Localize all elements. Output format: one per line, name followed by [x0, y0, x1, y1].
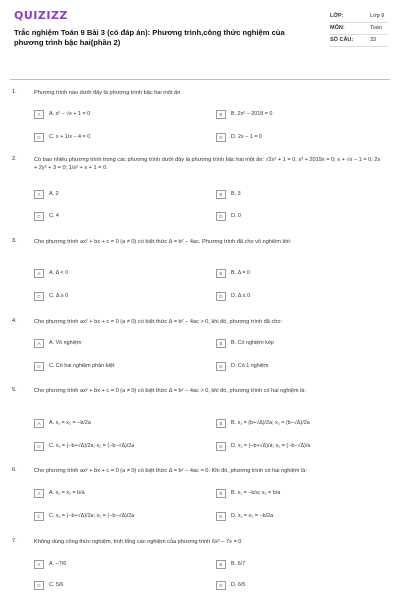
option-letter-box: D [216, 133, 226, 142]
option-text: B. x₁ = (b+√Δ)/2a; x₂ = (b−√Δ)/2a [231, 420, 310, 426]
option-text: C. 4 [49, 213, 59, 219]
option-d[interactable] [216, 132, 386, 142]
option-c[interactable] [34, 291, 204, 301]
question-number: 6. [12, 467, 17, 473]
option-letter-box: A [34, 419, 44, 428]
option-text: A. x₁ = x₂ = b/a [49, 490, 85, 496]
meta-class [330, 11, 388, 23]
option-c[interactable] [34, 441, 204, 451]
option-text: B. 3 [231, 191, 241, 197]
option-text: C. Δ ≥ 0 [49, 293, 69, 299]
worksheet-title: Trắc nghiệm Toán 9 Bài 3 (có đáp án): Phương trình,công thức nghiệm của phương trình bậc hai(phần 2) [14, 28, 285, 47]
question-stem: Cho phương trình ax² + bx + c = 0 (a ≠ 0) có biệt thức Δ = b² − 4ac > 0, khi đó, phương trình có hai nghiệm là: [34, 388, 306, 394]
option-text: B. 2x² − 2018 = 0 [231, 111, 273, 117]
option-text: D. x₁ = (−b+√Δ)/a; x₂ = (−b−√Δ)/a [231, 443, 311, 449]
option-a[interactable] [34, 559, 204, 569]
option-text: C. Có hai nghiệm phân biệt [49, 363, 115, 369]
option-a[interactable] [34, 418, 204, 428]
question-number: 4. [12, 318, 17, 324]
meta-class-value: Lớp 9 [370, 13, 385, 19]
option-letter-box: A [34, 269, 44, 278]
option-b[interactable] [216, 189, 386, 199]
option-text: A. 2 [49, 191, 59, 197]
option-text: C. x + 1/x − 4 = 0 [49, 134, 91, 140]
option-text: D. 6/5 [231, 582, 246, 588]
option-a[interactable] [34, 338, 204, 348]
question-stem: Phương trình nào dưới đây là phương trình bậc hai một ẩn [34, 90, 181, 96]
question-number: 5. [12, 387, 17, 393]
option-text: D. 0 [231, 213, 241, 219]
meta-count [330, 35, 388, 47]
option-c[interactable] [34, 211, 204, 221]
question-stem: Cho phương trình ax² + bx + c = 0 (a ≠ 0) có biệt thức Δ = b² − 4ac = 0. Khi đó, phương trình có hai nghiệm là: [34, 468, 307, 474]
option-letter-box: D [216, 362, 226, 371]
option-text: A. −7/6 [49, 561, 67, 567]
question-stem: Không dùng công thức nghiệm, tính tổng các nghiệm của phương trình 6x² − 7x = 0 [34, 539, 242, 545]
quizizz-logo: QUIZIZZ [14, 9, 68, 22]
option-d[interactable] [216, 291, 386, 301]
option-text: B. Δ = 0 [231, 270, 251, 276]
option-text: A. x₁ = x₂ = −b/2a [49, 420, 91, 426]
option-d[interactable] [216, 580, 386, 590]
option-letter-box: B [216, 339, 226, 348]
meta-count-label: SỐ CÂU: [330, 37, 354, 43]
meta-subject-value: Toán [370, 25, 382, 31]
option-b[interactable] [216, 338, 386, 348]
option-letter-box: A [34, 339, 44, 348]
option-c[interactable] [34, 580, 204, 590]
option-c[interactable] [34, 511, 204, 521]
meta-subject [330, 23, 388, 35]
question-number: 1. [12, 89, 17, 95]
option-c[interactable] [34, 361, 204, 371]
option-a[interactable] [34, 488, 204, 498]
option-c[interactable] [34, 132, 204, 142]
option-text: C. 5/6 [49, 582, 64, 588]
option-letter-box: D [216, 292, 226, 301]
header-divider [10, 79, 390, 80]
option-letter-box: C [34, 512, 44, 521]
option-letter-box: D [216, 581, 226, 590]
option-letter-box: C [34, 442, 44, 451]
option-a[interactable] [34, 268, 204, 278]
option-text: B. Có nghiệm kép [231, 340, 274, 346]
option-text: C. x₁ = (−b+√Δ)/2a; x₂ = (−b−√Δ)/2a [49, 443, 135, 449]
meta-class-label: LỚP: [330, 13, 344, 19]
option-letter-box: C [34, 133, 44, 142]
option-d[interactable] [216, 511, 386, 521]
option-letter-box: A [34, 489, 44, 498]
option-text: D. 2x − 1 = 0 [231, 134, 262, 140]
option-b[interactable] [216, 109, 386, 119]
question-stem: Có bao nhiêu phương trình trong các phương trình dưới đây là phương trình bậc hai một ẩn: √2x² + 1 = 0; x³ + 2019x = 0; x + √x − 1 = 0; 2x + 2y² + 3 = 0; 1/x² + x + 1 = 0. [34, 157, 381, 171]
option-letter-box: B [216, 560, 226, 569]
option-text: B. 6/7 [231, 561, 246, 567]
option-letter-box: B [216, 419, 226, 428]
option-text: C. x₁ = (−b+√Δ)/2a; x₂ = (−b−√Δ)/2a [49, 513, 135, 519]
option-text: A. Vô nghiệm [49, 340, 82, 346]
question-stem: Cho phương trình ax² + bx + c = 0 (a ≠ 0) có biệt thức Δ = b² − 4ac > 0, khi đó, phương trình đã cho: [34, 319, 283, 325]
option-d[interactable] [216, 441, 386, 451]
option-a[interactable] [34, 109, 204, 119]
option-letter-box: B [216, 110, 226, 119]
option-d[interactable] [216, 361, 386, 371]
option-text: D. Có 1 nghiệm [231, 363, 269, 369]
option-letter-box: D [216, 442, 226, 451]
question-stem: Cho phương trình ax² + bx + c = 0 (a ≠ 0) có biệt thức Δ = b² − 4ac. Phương trình đã cho vô nghiệm khi: [34, 239, 292, 245]
option-letter-box: C [34, 212, 44, 221]
meta-subject-label: MÔN: [330, 25, 345, 31]
question-number: 2. [12, 156, 17, 162]
option-text: B. x₁ = −b/a; x₂ = b/a [231, 490, 281, 496]
question-number: 3. [12, 238, 17, 244]
worksheet-meta [330, 11, 388, 47]
question-number: 7. [12, 538, 17, 544]
option-letter-box: B [216, 190, 226, 199]
option-letter-box: A [34, 110, 44, 119]
option-letter-box: B [216, 269, 226, 278]
option-letter-box: D [216, 512, 226, 521]
option-b[interactable] [216, 488, 386, 498]
meta-count-value: 33 [370, 37, 377, 43]
option-a[interactable] [34, 189, 204, 199]
option-letter-box: C [34, 292, 44, 301]
option-text: D. Δ ≤ 0 [231, 293, 251, 299]
option-text: D. x₁ = x₂ = −b/2a [231, 513, 274, 519]
option-text: A. x² − √x + 1 = 0 [49, 111, 91, 117]
option-letter-box: C [34, 362, 44, 371]
option-letter-box: C [34, 581, 44, 590]
option-letter-box: A [34, 190, 44, 199]
option-letter-box: D [216, 212, 226, 221]
option-letter-box: B [216, 489, 226, 498]
option-text: A. Δ < 0 [49, 270, 69, 276]
option-b[interactable] [216, 268, 386, 278]
option-b[interactable] [216, 559, 386, 569]
option-b[interactable] [216, 418, 386, 428]
option-letter-box: A [34, 560, 44, 569]
option-d[interactable] [216, 211, 386, 221]
